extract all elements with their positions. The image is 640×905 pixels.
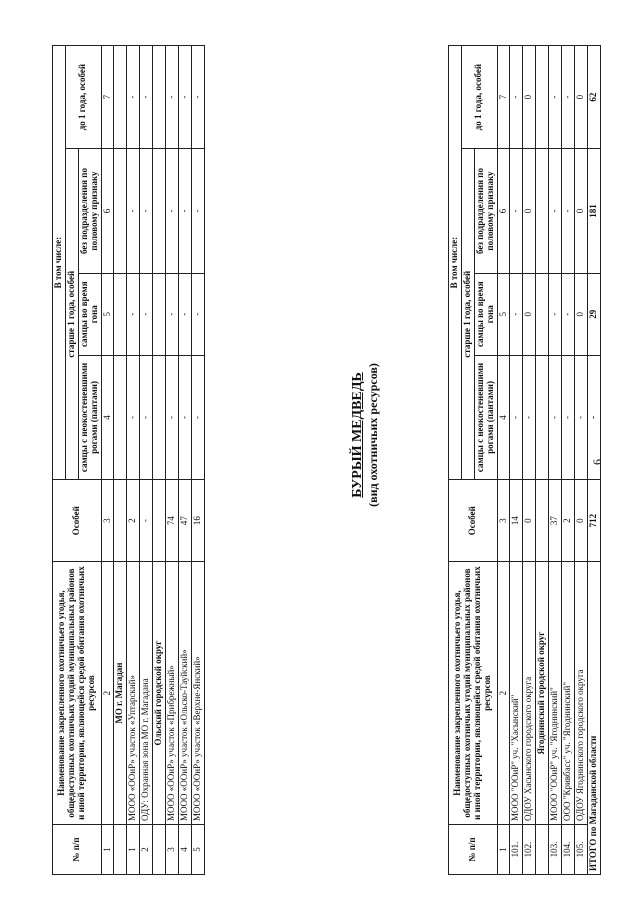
row-total-cell: 2: [127, 480, 140, 562]
row-nosex-cell: -: [562, 149, 575, 274]
col-header-nosex: без подразделения по половому признаку: [474, 149, 497, 274]
index-row: [101, 46, 114, 875]
empty-cell: [153, 149, 166, 274]
group-heading-row: [114, 46, 127, 875]
row-total-cell: 0: [523, 480, 536, 562]
row-rut-cell: -: [140, 273, 153, 355]
index-cell: 1: [497, 824, 510, 874]
row-nosex-cell: 0: [574, 149, 587, 274]
row-males-cell: -: [549, 355, 562, 480]
row-rut-cell: -: [166, 273, 179, 355]
group-heading-row: [153, 46, 166, 875]
row-name-cell: МООО «ООиР» участок «Ольско-Тауйский»: [178, 562, 191, 825]
index-cell: 4: [497, 355, 510, 480]
index-cell: 6: [497, 149, 510, 274]
index-cell: 5: [497, 273, 510, 355]
table-row: [523, 46, 536, 875]
total-row: [587, 46, 600, 875]
empty-cell: [536, 46, 549, 149]
row-nosex-cell: -: [510, 149, 523, 274]
table-row: [574, 46, 587, 875]
row-young-cell: -: [178, 46, 191, 149]
total-label-cell: ИТОГО по Магаданской области: [587, 562, 600, 875]
row-rut-cell: -: [562, 273, 575, 355]
empty-cell: [114, 355, 127, 480]
row-nosex-cell: -: [127, 149, 140, 274]
col-header-older: старше 1 года, особей: [65, 149, 78, 480]
empty-cell: [153, 273, 166, 355]
empty-cell: [153, 480, 166, 562]
group-heading-row: [536, 46, 549, 875]
row-num-cell: [536, 824, 549, 874]
row-total-cell: 2: [562, 480, 575, 562]
row-num-cell: 105.: [574, 824, 587, 874]
col-header-num: № п/п: [449, 824, 498, 874]
index-cell: 7: [497, 46, 510, 149]
row-name-cell: МООО "ООиР" уч. "Хасынский": [510, 562, 523, 825]
table-row: [140, 46, 153, 875]
total-value-cell: 62: [587, 46, 600, 149]
index-row: [497, 46, 510, 875]
total-value-cell: 181: [587, 149, 600, 274]
empty-cell: [153, 355, 166, 480]
table-row: [166, 46, 179, 875]
row-males-cell: -: [510, 355, 523, 480]
row-num-cell: 104.: [562, 824, 575, 874]
empty-cell: [536, 355, 549, 480]
index-cell: 4: [101, 355, 114, 480]
row-nosex-cell: -: [191, 149, 204, 274]
col-header-including: В том числе:: [449, 46, 462, 480]
index-cell: 3: [497, 480, 510, 562]
row-males-cell: -: [523, 355, 536, 480]
row-num-cell: [114, 824, 127, 874]
total-value-cell: 712: [587, 480, 600, 562]
index-cell: 5: [101, 273, 114, 355]
row-nosex-cell: 0: [523, 149, 536, 274]
col-header-total: Особей: [449, 480, 498, 562]
empty-cell: [114, 46, 127, 149]
row-name-cell: МООО «ООиР» участок «Верхне-Янский»: [191, 562, 204, 825]
row-males-cell: -: [140, 355, 153, 480]
row-name-cell: МООО "ООиР" уч. "Ягоднинский": [549, 562, 562, 825]
row-total-cell: 16: [191, 480, 204, 562]
row-num-cell: 4: [178, 824, 191, 874]
col-header-young: до 1 года, особей: [65, 46, 101, 149]
table-row: [127, 46, 140, 875]
empty-cell: [114, 273, 127, 355]
table-row: [549, 46, 562, 875]
col-header-nosex: без подразделения по половому признаку: [78, 149, 101, 274]
row-rut-cell: -: [127, 273, 140, 355]
empty-cell: [536, 273, 549, 355]
row-rut-cell: -: [178, 273, 191, 355]
group-heading-cell: Ольский городской округ: [153, 562, 166, 825]
row-males-cell: -: [166, 355, 179, 480]
row-name-cell: ООО "Кривбасс" уч. "Ягоднинский": [562, 562, 575, 825]
empty-cell: [536, 149, 549, 274]
row-young-cell: 0: [574, 46, 587, 149]
col-header-num: № п/п: [53, 824, 102, 874]
empty-cell: [114, 149, 127, 274]
group-heading-cell: МО г. Магадан: [114, 562, 127, 825]
row-name-cell: ОДОУ Хасынского городского округа: [523, 562, 536, 825]
row-num-cell: 2: [140, 824, 153, 874]
row-young-cell: -: [191, 46, 204, 149]
row-young-cell: -: [549, 46, 562, 149]
col-header-name: Наименование закрепленного охотничьего угодья, общедоступных охотничьих угодий муниципальных районов и иной территории, являющейся средой обитания охотничьих ресурсов: [53, 562, 102, 825]
total-value-cell: 29: [587, 273, 600, 355]
row-young-cell: 0: [523, 46, 536, 149]
row-total-cell: 0: [574, 480, 587, 562]
row-name-cell: ОДУ: Охранная зона МО г. Магадана: [140, 562, 153, 825]
row-num-cell: 1: [127, 824, 140, 874]
section-title: БУРЫЙ МЕДВЕДЬ: [350, 372, 365, 498]
row-nosex-cell: -: [549, 149, 562, 274]
row-males-cell: -: [191, 355, 204, 480]
index-cell: 7: [101, 46, 114, 149]
row-total-cell: 74: [166, 480, 179, 562]
row-name-cell: МООО «ООиР» участок «Прибрежный»: [166, 562, 179, 825]
col-header-males: самцы с неокостеневшими рогами (пантами): [474, 355, 497, 480]
index-cell: 1: [101, 824, 114, 874]
row-num-cell: 5: [191, 824, 204, 874]
index-cell: 2: [101, 562, 114, 825]
data-table-1: [448, 45, 601, 875]
row-young-cell: -: [166, 46, 179, 149]
row-males-cell: -: [562, 355, 575, 480]
row-rut-cell: -: [191, 273, 204, 355]
row-total-cell: -: [140, 480, 153, 562]
row-total-cell: 14: [510, 480, 523, 562]
row-males-cell: -: [178, 355, 191, 480]
col-header-rut: самцы во время гона: [78, 273, 101, 355]
group-heading-cell: Ягоднинский городской округ: [536, 562, 549, 825]
table-row: [510, 46, 523, 875]
col-header-including: В том числе:: [53, 46, 66, 480]
empty-cell: [114, 480, 127, 562]
section-title-block: [350, 295, 381, 575]
page-number: 6: [590, 459, 604, 465]
col-header-rut: самцы во время гона: [474, 273, 497, 355]
section-subtitle: (вид охотничьих ресурсов): [366, 363, 380, 507]
index-cell: 6: [101, 149, 114, 274]
table-row: [562, 46, 575, 875]
row-young-cell: -: [127, 46, 140, 149]
row-num-cell: 101.: [510, 824, 523, 874]
index-cell: 3: [101, 480, 114, 562]
row-total-cell: 47: [178, 480, 191, 562]
row-young-cell: -: [510, 46, 523, 149]
row-num-cell: 102.: [523, 824, 536, 874]
row-young-cell: -: [140, 46, 153, 149]
table-row: [178, 46, 191, 875]
row-name-cell: ОДОУ Ягоднинского городского округа: [574, 562, 587, 825]
row-males-cell: -: [574, 355, 587, 480]
index-cell: 2: [497, 562, 510, 825]
row-nosex-cell: -: [166, 149, 179, 274]
row-num-cell: 103.: [549, 824, 562, 874]
total-value-cell: -: [587, 355, 600, 480]
empty-cell: [153, 46, 166, 149]
data-table-2: [52, 45, 205, 875]
row-nosex-cell: -: [140, 149, 153, 274]
row-name-cell: МООО «ООиР» участок «Уптарский»: [127, 562, 140, 825]
col-header-males: самцы с неокостеневшими рогами (пантами): [78, 355, 101, 480]
row-rut-cell: -: [549, 273, 562, 355]
row-nosex-cell: -: [178, 149, 191, 274]
row-rut-cell: -: [510, 273, 523, 355]
table-row: [191, 46, 204, 875]
row-males-cell: -: [127, 355, 140, 480]
row-num-cell: [153, 824, 166, 874]
row-rut-cell: 0: [574, 273, 587, 355]
row-rut-cell: 0: [523, 273, 536, 355]
col-header-older: старше 1 года, особей: [461, 149, 474, 480]
row-young-cell: -: [562, 46, 575, 149]
row-num-cell: 3: [166, 824, 179, 874]
row-total-cell: 37: [549, 480, 562, 562]
empty-cell: [536, 480, 549, 562]
col-header-young: до 1 года, особей: [461, 46, 497, 149]
col-header-total: Особей: [53, 480, 102, 562]
col-header-name: Наименование закрепленного охотничьего угодья, общедоступных охотничьих угодий муниципальных районов и иной территории, являющейся средой обитания охотничьих ресурсов: [449, 562, 498, 825]
